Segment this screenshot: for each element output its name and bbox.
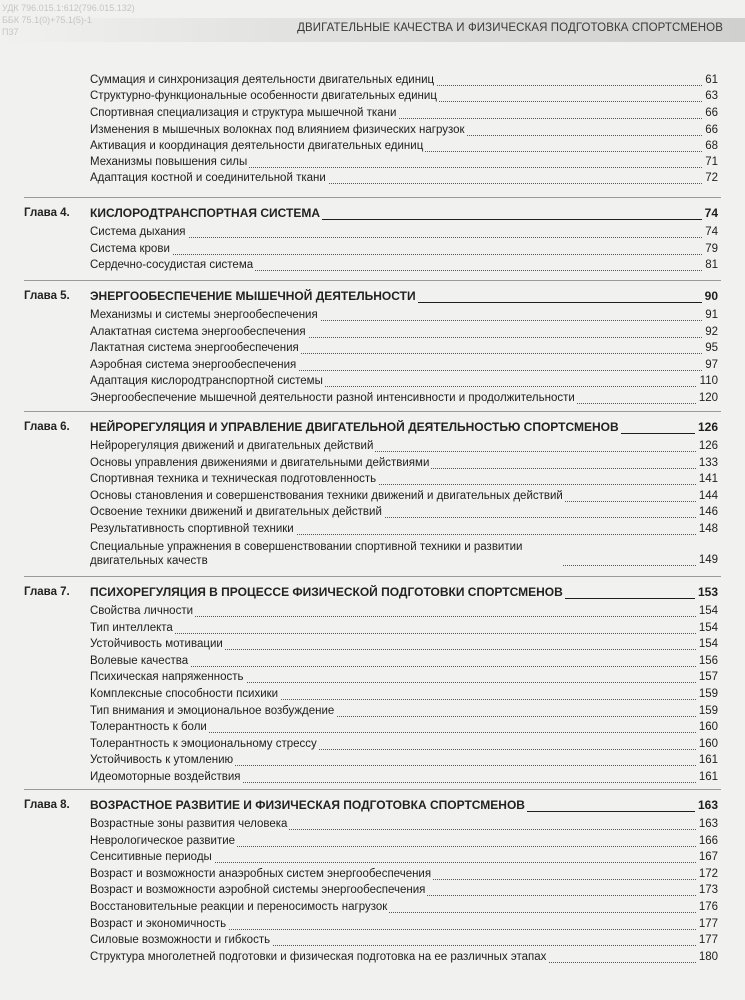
- entry-title: Структура многолетней подготовки и физическая подготовка на ее различных этапах: [90, 951, 547, 963]
- page-number: 161: [696, 754, 718, 767]
- entry-title: Устойчивость мотивации: [90, 638, 223, 650]
- entry-title: Психическая напряженность: [90, 671, 244, 683]
- page-number: 63: [702, 90, 718, 103]
- page-number: 177: [696, 918, 718, 931]
- page-number: 133: [696, 457, 718, 470]
- page-number: 126: [696, 440, 718, 453]
- entry-title: Механизмы повышения силы: [90, 156, 248, 168]
- page-number: 148: [696, 523, 718, 536]
- page-number: 160: [696, 721, 718, 734]
- page-number: 90: [702, 290, 718, 303]
- chapter-separator: [24, 197, 721, 198]
- entry-title: Система крови: [90, 243, 170, 255]
- entry-title: Сенситивные периоды: [90, 851, 212, 863]
- entry-title: Толерантность к боли: [90, 721, 207, 733]
- entry-title: Адаптация кислородтранспортной системы: [90, 375, 323, 387]
- page-number: 92: [702, 326, 718, 339]
- entry-title: Идеомоторные воздействия: [90, 771, 241, 783]
- entry-title: Система дыхания: [90, 226, 186, 238]
- page-number: 154: [696, 638, 718, 651]
- page-number: 72: [702, 172, 718, 185]
- page-number: 154: [696, 605, 718, 618]
- page-number: 144: [696, 490, 718, 503]
- entry-title: Возрастные зоны развития человека: [90, 818, 288, 830]
- page-number: 176: [696, 901, 718, 914]
- entry-title: НЕЙРОРЕГУЛЯЦИЯ И УПРАВЛЕНИЕ ДВИГАТЕЛЬНОЙ ДЕЯТЕЛЬНОСТЬЮ СПОРТСМЕНОВ: [90, 420, 619, 434]
- entry-title: ПСИХОРЕГУЛЯЦИЯ В ПРОЦЕССЕ ФИЗИЧЕСКОЙ ПОДГОТОВКИ СПОРТСМЕНОВ: [90, 585, 563, 599]
- entry-title: Спортивная техника и техническая подготовленность: [90, 473, 377, 485]
- page-number: 141: [696, 473, 718, 486]
- page-number: 153: [695, 586, 718, 599]
- entry-title: Восстановительные реакции и переносимость нагрузок: [90, 901, 388, 913]
- page-number: 74: [702, 226, 718, 239]
- page-number: 159: [696, 688, 718, 701]
- page-number: 79: [702, 243, 718, 256]
- entry-title: Неврологическое развитие: [90, 835, 236, 847]
- entry-title: Нейрорегуляция движений и двигательных действий: [90, 440, 374, 452]
- chapter-label: Глава 4.: [24, 207, 70, 219]
- entry-title: Основы становления и совершенствования техники движений и двигательных действий: [90, 490, 563, 502]
- entry-title: Свойства личности: [90, 605, 194, 617]
- page-number: 71: [702, 156, 718, 169]
- leader-dots: [90, 254, 718, 255]
- entry-title: Суммация и синхронизация деятельности двигательных единиц: [90, 74, 435, 86]
- chapter-separator: [24, 411, 721, 412]
- entry-title: Толерантность к эмоциональному стрессу: [90, 738, 317, 750]
- entry-title: Адаптация костной и соединительной ткани: [90, 172, 326, 184]
- entry-title: Возраст и возможности аэробной системы энергообеспечения: [90, 884, 426, 896]
- page-number: 180: [696, 951, 718, 964]
- page-number: 146: [696, 506, 718, 519]
- entry-title: Алактатная система энергообеспечения: [90, 326, 306, 338]
- page-number: 110: [697, 375, 718, 388]
- page-number: 156: [696, 655, 718, 668]
- page-number: 61: [702, 74, 718, 87]
- entry-title: Механизмы и системы энергообеспечения: [90, 309, 318, 321]
- page-number: 159: [696, 705, 718, 718]
- entry-title: Тип интеллекта: [90, 622, 173, 634]
- page-number: 172: [696, 868, 718, 881]
- leader-dots: [90, 633, 718, 634]
- entry-title: Аэробная система энергообеспечения: [90, 359, 297, 371]
- page-number: 68: [702, 140, 718, 153]
- entry-title: ВОЗРАСТНОЕ РАЗВИТИЕ И ФИЗИЧЕСКАЯ ПОДГОТОВКА СПОРТСМЕНОВ: [90, 798, 525, 812]
- chapter-label: Глава 5.: [24, 290, 70, 302]
- page-number: 167: [696, 851, 718, 864]
- catalog-code: П37: [2, 27, 19, 37]
- page-number: 95: [702, 342, 718, 355]
- entry-title: Лактатная система энергообеспечения: [90, 342, 299, 354]
- page-number: 66: [702, 107, 718, 120]
- entry-title: Освоение техники движений и двигательных действий: [90, 506, 382, 518]
- page-number: 66: [702, 124, 718, 137]
- entry-title: Возраст и возможности анаэробных систем энергообеспечения: [90, 868, 432, 880]
- entry-title: Комплексные способности психики: [90, 688, 279, 700]
- chapter-separator: [24, 789, 721, 790]
- catalog-codes: [2, 2, 202, 38]
- running-header: ДВИГАТЕЛЬНЫЕ КАЧЕСТВА И ФИЗИЧЕСКАЯ ПОДГОТОВКА СПОРТСМЕНОВ: [297, 22, 723, 34]
- entry-title: КИСЛОРОДТРАНСПОРТНАЯ СИСТЕМА: [90, 206, 320, 220]
- page-number: 161: [696, 771, 718, 784]
- page-number: 177: [696, 934, 718, 947]
- page-number: 74: [702, 207, 718, 220]
- catalog-code: ББК 75.1(0)+75.1(5)-1: [2, 15, 92, 25]
- page-number: 163: [696, 818, 718, 831]
- entry-title: Результативность спортивной техники: [90, 523, 294, 535]
- page-number: 81: [702, 259, 718, 272]
- page-number: 126: [695, 421, 718, 434]
- page-number: 154: [696, 622, 718, 635]
- page-number: 149: [696, 554, 718, 567]
- entry-title: Активация и координация деятельности двигательных единиц: [90, 140, 424, 152]
- entry-title: Изменения в мышечных волокнах под влиянием физических нагрузок: [90, 124, 465, 136]
- entry-title: Возраст и экономичность: [90, 918, 227, 930]
- entry-title: Специальные упражнения в совершенствовании спортивной техники и развитии двигательных качеств: [90, 540, 562, 568]
- chapter-label: Глава 7.: [24, 586, 70, 598]
- page-number: 166: [696, 835, 718, 848]
- page-number: 163: [695, 799, 718, 812]
- entry-title: Устойчивость к утомлению: [90, 754, 234, 766]
- entry-title: Волевые качества: [90, 655, 189, 667]
- catalog-code: УДК 796.015.1:612(796.015.132): [2, 3, 135, 13]
- page-number: 160: [696, 738, 718, 751]
- page-number: 173: [696, 884, 718, 897]
- entry-title: Тип внимания и эмоциональное возбуждение: [90, 705, 335, 717]
- chapter-label: Глава 8.: [24, 799, 70, 811]
- entry-title: Силовые возможности и гибкость: [90, 934, 271, 946]
- entry-title: Сердечно-сосудистая система: [90, 259, 254, 271]
- chapter-separator: [24, 576, 721, 577]
- entry-title: ЭНЕРГООБЕСПЕЧЕНИЕ МЫШЕЧНОЙ ДЕЯТЕЛЬНОСТИ: [90, 289, 416, 303]
- entry-title: Основы управления движениями и двигательными действиями: [90, 457, 430, 469]
- page-number: 91: [702, 309, 718, 322]
- entry-title: Спортивная специализация и структура мышечной ткани: [90, 107, 397, 119]
- chapter-separator: [24, 280, 721, 281]
- page-number: 120: [696, 392, 718, 405]
- chapter-label: Глава 6.: [24, 421, 70, 433]
- page-number: 97: [702, 359, 718, 372]
- entry-title: Структурно-функциональные особенности двигательных единиц: [90, 90, 437, 102]
- entry-title: Энергообеспечение мышечной деятельности разной интенсивности и продолжительности: [90, 392, 575, 404]
- page-number: 157: [696, 671, 718, 684]
